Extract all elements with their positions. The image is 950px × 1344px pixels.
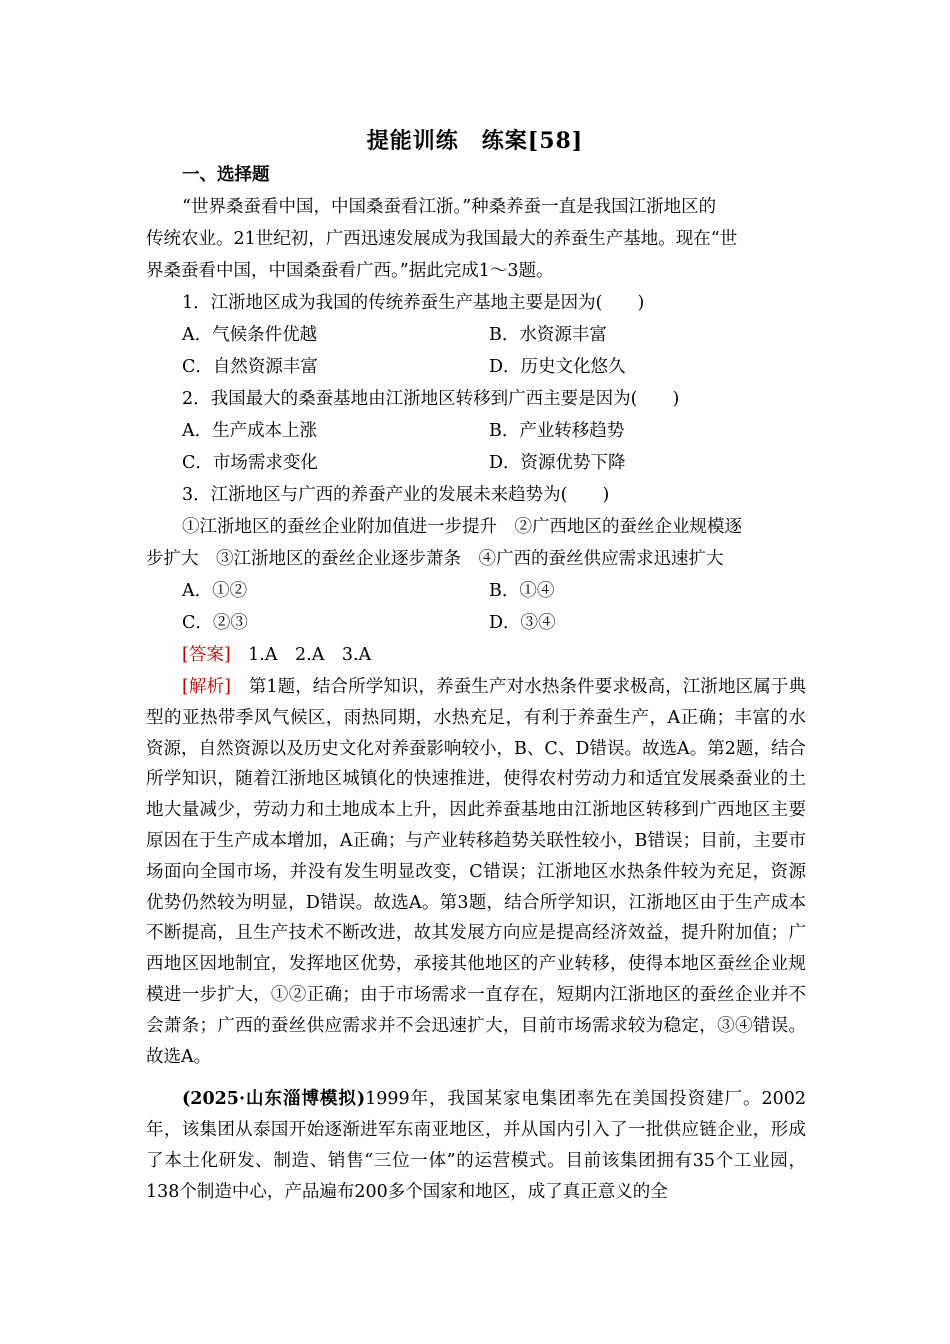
- q1-option-d: D．历史文化悠久: [489, 357, 626, 377]
- next-material-text: 1999年，我国某家电集团率先在美国投资建厂。2002年，该集团从泰国开始逐渐进军东南亚地区，并从国内引入了一批供应链企业，形成了本土化研发、制造、销售“三位一体”的运营模式。目前该集团拥有35个工业园，138个制造中心，产品遍布200多个国家和地区，成了真正意义的全: [146, 1089, 807, 1202]
- q3-statements-line-2: 步扩大 ③江浙地区的蚕丝企业逐步萧条 ④广西的蚕丝供应需求迅速扩大: [146, 549, 724, 569]
- q2-option-b: B．产业转移趋势: [489, 421, 625, 441]
- q1-option-c: C．自然资源丰富: [182, 357, 318, 377]
- question-2-options-row-1: [146, 415, 806, 447]
- q3-option-b: B．①④: [489, 581, 555, 601]
- q1-option-a: A．气候条件优越: [182, 325, 318, 345]
- next-material-paragraph: [146, 1084, 806, 1207]
- q1-option-b: B．水资源丰富: [489, 325, 607, 345]
- q2-option-c: C．市场需求变化: [182, 453, 318, 473]
- intro-line-3: 界桑蚕看中国，中国桑蚕看广西。”据此完成1～3题。: [146, 261, 554, 281]
- q3-option-d: D．③④: [489, 613, 556, 633]
- intro-line-1: “世界桑蚕看中国，中国桑蚕看江浙。”种桑养蚕一直是我国江浙地区的: [182, 197, 717, 217]
- question-1-options-row-2: [146, 351, 806, 383]
- question-3-options-row-1: [146, 575, 806, 607]
- q3-statements-line-1: ①江浙地区的蚕丝企业附加值进一步提升 ②广西地区的蚕丝企业规模逐: [182, 517, 742, 537]
- page-title: 提能训练 练案[58]: [366, 128, 584, 154]
- answer-text: 1.A 2.A 3.A: [248, 645, 372, 665]
- q3-option-c: C．②③: [182, 613, 248, 633]
- analysis-text: 第1题，结合所学知识，养蚕生产对水热条件要求极高，江浙地区属于典型的亚热带季风气候区，雨热同期，水热充足，有利于养蚕生产，A正确；丰富的水资源，自然资源以及历史文化对养蚕影响较小，B、C、D错误。故选A。第2题，结合所学知识，随着江浙地区城镇化的快速推进，使得农村劳动力和适宜发展桑蚕业的土地大量减少，劳动力和土地成本上升，因此养蚕基地由江浙地区转移到广西地区主要原因在于生产成本增加，A正确；与产业转移趋势关联性较小，B错误；目前，主要市场面向全国市场，并没有发生明显改变，C错误；江浙地区水热条件较为充足，资源优势仍然较为明显，D错误。故选A。第3题，结合所学知识，江浙地区由于生产成本不断提高，且生产技术不断改进，故其发展方向应是提高经济效益，提升附加值；广西地区因地制宜，发挥地区优势，承接其他地区的产业转移，使得本地区蚕丝企业规模进一步扩大，①②正确；由于市场需求一直存在，短期内江浙地区的蚕丝企业并不会萧条；广西的蚕丝供应需求并不会迅速扩大，目前市场需求较为稳定，③④错误。故选A。: [146, 677, 807, 1067]
- answer-line: [146, 639, 806, 671]
- source-tag: (2025·山东淄博模拟): [182, 1089, 366, 1110]
- question-1-stem: 1．江浙地区成为我国的传统养蚕生产基地主要是因为( ): [182, 293, 645, 313]
- answer-label: [答案]: [182, 645, 231, 665]
- q2-option-d: D．资源优势下降: [489, 453, 626, 473]
- section-heading: 一、选择题: [182, 165, 270, 185]
- question-2-options-row-2: [146, 447, 806, 479]
- analysis-label: [解析]: [182, 677, 232, 697]
- analysis-paragraph: [146, 672, 806, 1072]
- q3-option-a: A．①②: [182, 581, 248, 601]
- q2-option-a: A．生产成本上涨: [182, 421, 318, 441]
- question-2-stem: 2．我国最大的桑蚕基地由江浙地区转移到广西主要是因为( ): [182, 389, 680, 409]
- intro-line-2: 传统农业。21世纪初，广西迅速发展成为我国最大的养蚕生产基地。现在“世: [146, 229, 738, 249]
- question-3-options-row-2: [146, 607, 806, 639]
- question-1-options-row-1: [146, 319, 806, 351]
- question-3-stem: 3．江浙地区与广西的养蚕产业的发展未来趋势为( ): [182, 485, 610, 505]
- content: [146, 159, 806, 1208]
